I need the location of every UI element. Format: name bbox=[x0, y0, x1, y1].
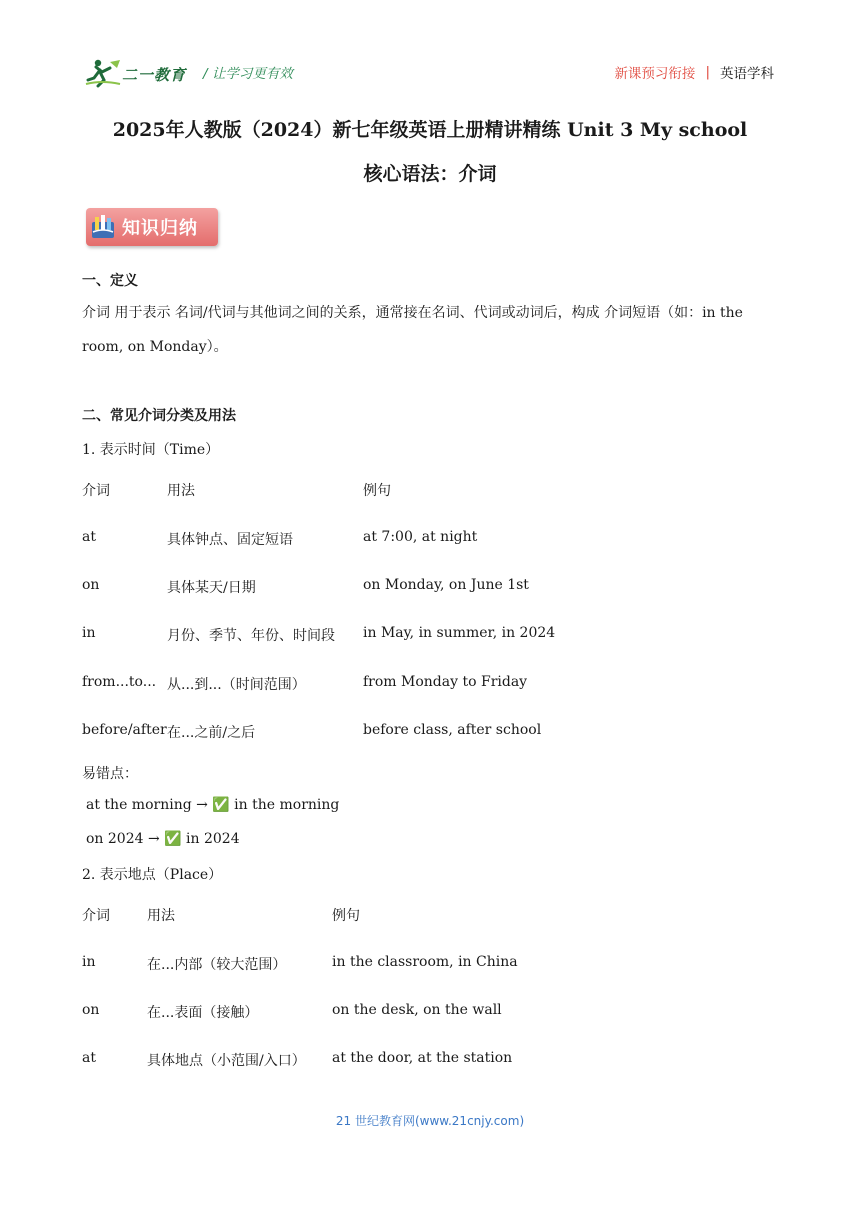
error-label: 易错点： bbox=[82, 766, 138, 782]
footer-source: 21 世纪教育网(www.21cnjy.com) bbox=[335, 1114, 525, 1128]
badge-label: 知识归纳 bbox=[122, 218, 198, 239]
table-header: 例句 bbox=[363, 483, 391, 499]
error-item: at the morning → ✅ in the morning bbox=[86, 797, 340, 813]
table-cell: 从...到...（时间范围） bbox=[167, 677, 306, 693]
table-header: 介词 bbox=[82, 908, 110, 924]
page-subtitle: 核心语法：介词 bbox=[363, 163, 497, 185]
table-header: 用法 bbox=[147, 908, 175, 924]
table-cell: 在...表面（接触） bbox=[147, 1005, 259, 1021]
knowledge-badge bbox=[86, 208, 218, 246]
error-item: on 2024 → ✅ in 2024 bbox=[86, 831, 240, 847]
subsection-place: 2. 表示地点（Place） bbox=[82, 867, 223, 883]
subsection-time: 1. 表示时间（Time） bbox=[82, 442, 220, 458]
table-cell: before class, after school bbox=[363, 722, 542, 738]
definition-line-1: 介词 用于表示 名词/代词与其他词之间的关系，通常接在名词、代词或动词后，构成 介词短语（如：in the bbox=[82, 305, 743, 321]
header-separator: | bbox=[705, 64, 710, 80]
table-cell: in bbox=[82, 954, 96, 970]
brand-name: 二一教育 bbox=[122, 66, 187, 84]
table-header: 介词 bbox=[82, 483, 110, 499]
definition-line-2: room, on Monday）。 bbox=[82, 339, 228, 355]
header-tags bbox=[614, 62, 774, 82]
table-cell: 具体某天/日期 bbox=[167, 580, 256, 596]
table-cell: before/after bbox=[82, 722, 167, 738]
table-cell: on bbox=[82, 577, 100, 593]
table-header: 例句 bbox=[332, 908, 360, 924]
table-cell: on bbox=[82, 1002, 100, 1018]
table-cell: 具体钟点、固定短语 bbox=[167, 532, 293, 548]
table-cell: 在...内部（较大范围） bbox=[147, 957, 287, 973]
table-cell: at 7:00, at night bbox=[363, 529, 478, 545]
subject-tag: 英语学科 bbox=[720, 66, 774, 82]
table-header: 用法 bbox=[167, 483, 195, 499]
slogan: / 让学习更有效 bbox=[203, 66, 293, 82]
table-cell: at bbox=[82, 1050, 96, 1066]
table-cell: 月份、季节、年份、时间段 bbox=[167, 628, 335, 644]
section-heading-definition: 一、定义 bbox=[82, 273, 138, 289]
table-cell: on the desk, on the wall bbox=[332, 1002, 502, 1018]
table-cell: on Monday, on June 1st bbox=[363, 577, 529, 593]
table-cell: 在...之前/之后 bbox=[167, 725, 256, 741]
section-heading-categories: 二、常见介词分类及用法 bbox=[82, 408, 236, 424]
book-icon bbox=[90, 214, 116, 240]
course-tag: 新课预习衔接 bbox=[614, 66, 696, 82]
page-title: 2025年人教版（2024）新七年级英语上册精讲精练 Unit 3 My school bbox=[112, 119, 748, 141]
table-cell: from Monday to Friday bbox=[363, 674, 528, 690]
table-cell: in May, in summer, in 2024 bbox=[363, 625, 556, 641]
table-cell: at bbox=[82, 529, 96, 545]
table-cell: from...to... bbox=[82, 674, 157, 690]
table-cell: 具体地点（小范围/入口） bbox=[147, 1053, 306, 1069]
table-cell: in bbox=[82, 625, 96, 641]
table-cell: in the classroom, in China bbox=[332, 954, 518, 970]
table-cell: at the door, at the station bbox=[332, 1050, 513, 1066]
